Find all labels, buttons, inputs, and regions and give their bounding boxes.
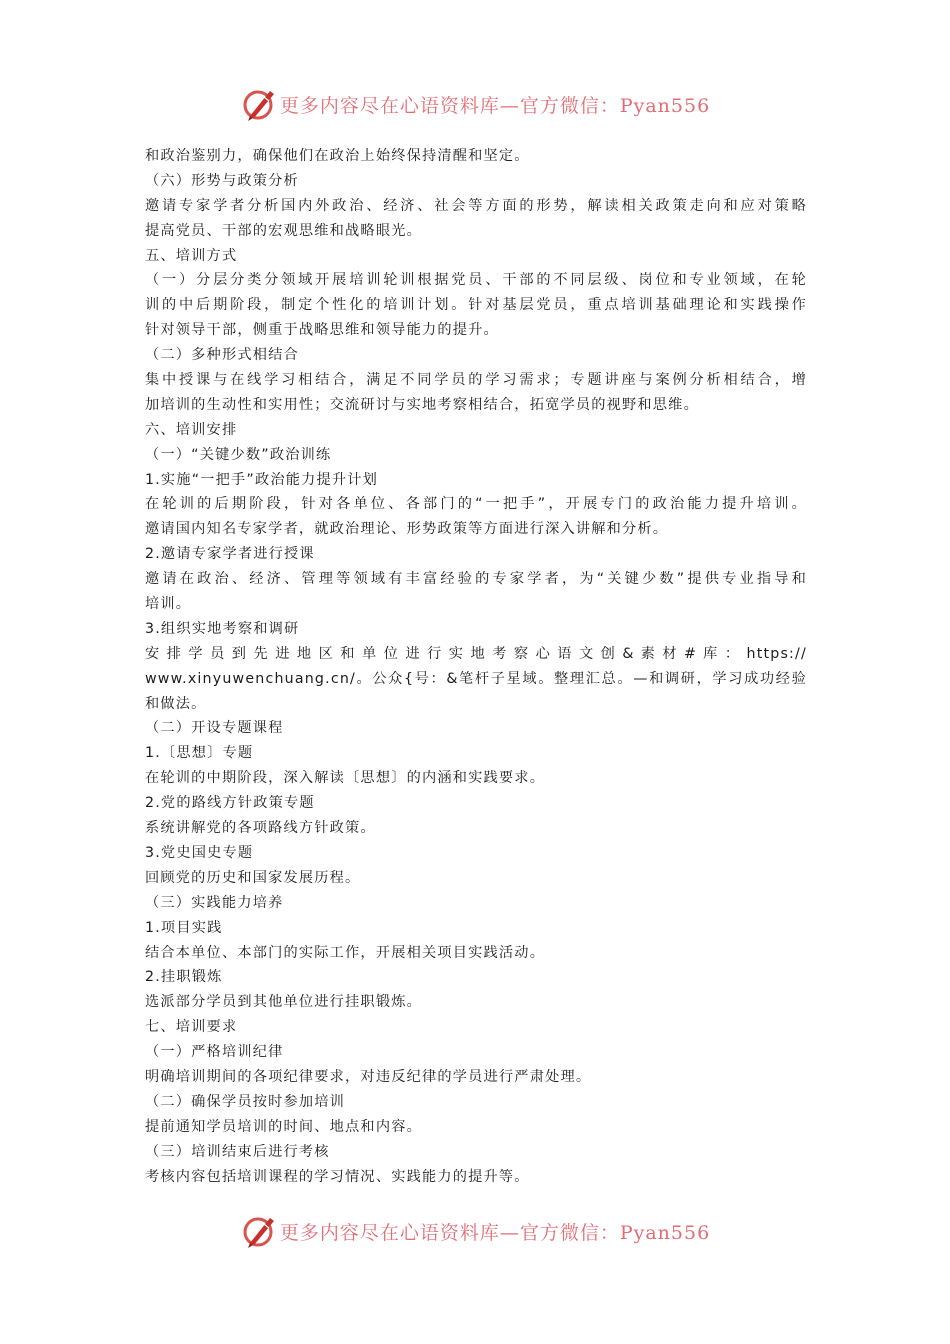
text-line: 1.实施“一把手”政治能力提升计划 — [145, 471, 379, 488]
text-line: （一）严格培训纪律 — [145, 1044, 284, 1061]
text-line: 邀请专家学者分析国内外政治、经济、社会等方面的形势，解读相关政策走向和应对策略 — [145, 197, 807, 214]
text-line: 考核内容包括培训课程的学习情况、实践能力的提升等。 — [145, 1168, 530, 1185]
text-line: 选派部分学员到其他单位进行挂职锻炼。 — [145, 994, 422, 1011]
text-line: （二）开设专题课程 — [145, 720, 284, 737]
text-line: 六、培训安排 — [145, 421, 238, 438]
text-line: 结合本单位、本部门的实际工作，开展相关项目实践活动。 — [145, 944, 546, 961]
text-line: 3.党史国史专题 — [145, 844, 254, 861]
text-line: 加培训的生动性和实用性；交流研讨与实地考察相结合，拓宽学员的视野和思维。 — [145, 396, 699, 413]
text-line: 2.党的路线方针政策专题 — [145, 795, 315, 812]
text-line: 明确培训期间的各项纪律要求，对违反纪律的学员进行严肃处理。 — [145, 1068, 592, 1085]
text-line: 提高党员、干部的宏观思维和战略眼光。 — [145, 222, 422, 239]
text-line: 邀请在政治、经济、管理等领域有丰富经验的专家学者，为“关键少数”提供专业指导和 — [145, 571, 807, 588]
text-line: 在轮训的后期阶段，针对各单位、各部门的“一把手”，开展专门的政治能力提升培训。 — [145, 496, 807, 513]
text-line: 1.项目实践 — [145, 919, 223, 936]
text-line: 2.挂职锻炼 — [145, 969, 223, 986]
text-line: 3.组织实地考察和调研 — [145, 620, 300, 637]
text-line: （二）多种形式相结合 — [145, 347, 299, 364]
watermark-banner-bottom — [0, 1211, 950, 1251]
text-line: （六）形势与政策分析 — [145, 172, 299, 189]
text-line: 邀请国内知名专家学者，就政治理论、形势政策等方面进行深入讲解和分析。 — [145, 521, 669, 538]
text-line: （三）培训结束后进行考核 — [145, 1143, 330, 1160]
text-line: www.xinyuwenchuang.cn/。公众{号：&笔杆子星域。整理汇总。—和调研，学习成功经验 — [145, 670, 807, 687]
text-line: 培训。 — [145, 596, 192, 613]
text-line: 2.邀请专家学者进行授课 — [145, 546, 315, 563]
text-line: 系统讲解党的各项路线方针政策。 — [145, 820, 376, 837]
text-line: 和政治鉴别力，确保他们在政治上始终保持清醒和坚定。 — [145, 148, 530, 164]
text-line: （一）分层分类分领域开展培训轮训根据党员、干部的不同层级、岗位和专业领域，在轮 — [145, 272, 807, 289]
text-line: 1.〔思想〕专题 — [145, 745, 254, 762]
text-line: （二）确保学员按时参加培训 — [145, 1093, 346, 1110]
quill-pen-logo-icon — [240, 1212, 278, 1250]
text-line: 提前通知学员培训的时间、地点和内容。 — [145, 1118, 422, 1135]
watermark-text: 更多内容尽在心语资料库—官方微信：Pyan556 — [279, 94, 711, 117]
text-line: 训的中后期阶段，制定个性化的培训计划。针对基层党员，重点培训基础理论和实践操作 — [145, 297, 807, 314]
text-line: （一）“关键少数”政治训练 — [145, 446, 332, 463]
text-line: 集中授课与在线学习相结合，满足不同学员的学习需求；专题讲座与案例分析相结合，增 — [145, 372, 807, 389]
text-line: 和做法。 — [145, 695, 207, 712]
text-line: 安 排 学 员 到 先 进 地 区 和 单 位 进 行 实 地 考 察 心 语 文 创 & 素 材 # 库 ： https:// — [145, 645, 807, 662]
text-line: 在轮训的中期阶段，深入解读〔思想〕的内涵和实践要求。 — [145, 770, 546, 787]
text-line: 回顾党的历史和国家发展历程。 — [145, 869, 361, 886]
text-line: （三）实践能力培养 — [145, 894, 284, 911]
quill-pen-logo-icon — [240, 85, 278, 123]
watermark-text: 更多内容尽在心语资料库—官方微信：Pyan556 — [279, 1221, 711, 1244]
text-line: 针对领导干部，侧重于战略思维和领导能力的提升。 — [145, 322, 499, 339]
document-body — [145, 144, 807, 1189]
watermark-banner-top — [0, 84, 950, 124]
text-line: 七、培训要求 — [145, 1019, 238, 1036]
text-line: 五、培训方式 — [145, 247, 238, 264]
